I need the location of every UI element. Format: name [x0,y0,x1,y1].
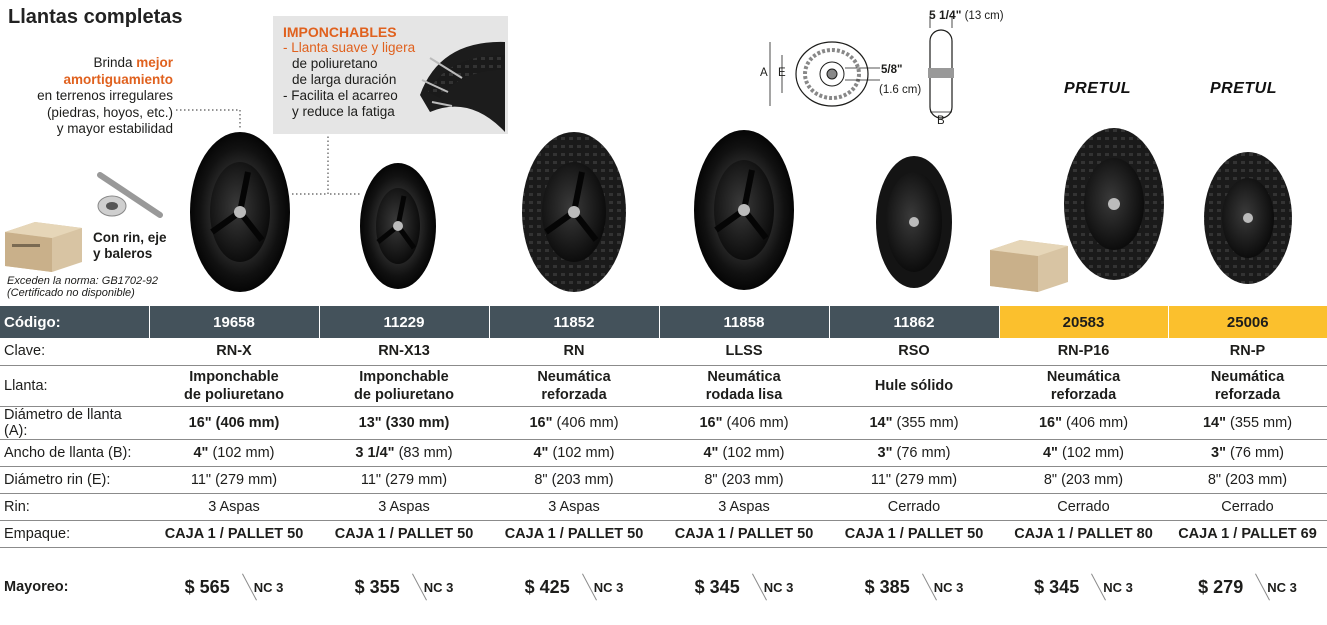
spec-table [0,306,1327,625]
callout-line: de larga duración [292,72,397,87]
tire-image-20583 [1064,128,1164,280]
callout-line: - Llanta suave y ligera [283,40,416,55]
axle-kit-image [98,175,160,216]
empaque-cell: CAJA 1 / PALLET 80 [999,520,1168,547]
callout-line: - Facilita el acarreo [283,88,398,103]
ancho-cell: 3" (76 mm) [829,439,999,466]
llanta-cell: Neumática reforzada [1168,365,1327,406]
rin-cell: Cerrado [829,493,999,520]
dimension-diagram [770,16,954,118]
ancho-cell: 4" (102 mm) [489,439,659,466]
row-label: Diámetro rin (E): [0,466,149,493]
norm-note [7,275,158,299]
rin-diam-cell: 8" (203 mm) [999,466,1168,493]
connector-line [176,110,240,128]
diametro-cell: 16" (406 mm) [149,406,319,439]
code-cell: 25006 [1168,306,1327,338]
empaque-cell: CAJA 1 / PALLET 50 [659,520,829,547]
rin-cell: Cerrado [1168,493,1327,520]
table-row-diametro [0,406,1327,439]
rin-diam-cell: 8" (203 mm) [1168,466,1327,493]
diametro-cell: 16" (406 mm) [999,406,1168,439]
tire-image-19658 [190,132,290,292]
clave-cell: RN-X [149,338,319,365]
rin-diam-cell: 8" (203 mm) [659,466,829,493]
price-cell [319,547,489,625]
rin-cell: 3 Aspas [489,493,659,520]
ancho-cell: 3 1/4" (83 mm) [319,439,489,466]
clave-cell: RN-P16 [999,338,1168,365]
table-row-rin [0,493,1327,520]
code-cell: 19658 [149,306,319,338]
tire-image-11229 [360,163,436,289]
price-value: $ 345 [1034,576,1080,597]
diametro-cell: 16" (406 mm) [489,406,659,439]
code-cell: 11862 [829,306,999,338]
table-row-ancho [0,439,1327,466]
benefit-line: y mayor estabilidad [56,121,173,136]
diagram-e-label: E [778,67,786,79]
empaque-cell: CAJA 1 / PALLET 50 [829,520,999,547]
benefit-line: en terrenos irregulares [37,88,173,103]
table-row-clave [0,338,1327,365]
rin-cell: Cerrado [999,493,1168,520]
llanta-cell: Imponchable de poliuretano [319,365,489,406]
llanta-cell: Neumática rodada lisa [659,365,829,406]
clave-cell: RSO [829,338,999,365]
price-cell [149,547,319,625]
rin-cell: 3 Aspas [659,493,829,520]
llanta-cell: Imponchable de poliuretano [149,365,319,406]
ancho-cell: 4" (102 mm) [999,439,1168,466]
tire-image-11858 [694,130,794,290]
llanta-cell: Hule sólido [829,365,999,406]
nc-badge: NC 3 [1267,579,1297,595]
rin-diam-cell: 11" (279 mm) [319,466,489,493]
row-label: Diámetro de llanta (A): [0,406,149,439]
code-cell: 11858 [659,306,829,338]
ancho-cell: 4" (102 mm) [659,439,829,466]
diagram-b-label: B [937,115,945,127]
nc-badge: NC 3 [933,579,964,595]
diametro-cell: 16" (406 mm) [659,406,829,439]
llanta-cell: Neumática reforzada [489,365,659,406]
kit-line: Con rin, eje [93,230,167,245]
row-label: Rin: [0,493,149,520]
table-row-llanta [0,365,1327,406]
row-label: Empaque: [0,520,149,547]
norm-line: (Certificado no disponible) [7,287,135,299]
diagram-width-label: 5 1/4" (13 cm) [929,8,1004,22]
clave-cell: RN-P [1168,338,1327,365]
brand-logo: PRETUL [1064,80,1131,97]
diametro-cell: 14" (355 mm) [1168,406,1327,439]
callout-line: de poliuretano [292,56,378,71]
diagram-a-label: A [760,67,768,79]
row-label: Ancho de llanta (B): [0,439,149,466]
callout-line: y reduce la fatiga [292,104,395,119]
kit-line: y baleros [93,246,153,261]
diametro-cell: 14" (355 mm) [829,406,999,439]
callout-heading: IMPONCHABLES [283,24,397,40]
nc-badge: NC 3 [763,579,794,595]
rin-diam-cell: 11" (279 mm) [149,466,319,493]
nc-badge: NC 3 [593,579,624,595]
clave-cell: LLSS [659,338,829,365]
price-cell [1168,547,1327,625]
price-cell [999,547,1168,625]
diagram-axle-cm-label: (1.6 cm) [879,84,922,96]
table-row-codigo [0,306,1327,338]
ancho-cell: 3" (76 mm) [1168,439,1327,466]
price-cell [659,547,829,625]
kit-label [93,230,167,262]
table-row-empaque [0,520,1327,547]
empaque-cell: CAJA 1 / PALLET 69 [1168,520,1327,547]
box-image [5,222,82,272]
benefit-highlight: mejor [136,55,173,70]
tire-image-11862 [876,156,952,288]
ancho-cell: 4" (102 mm) [149,439,319,466]
price-value: $ 345 [694,576,740,597]
diametro-cell: 13" (330 mm) [319,406,489,439]
nc-badge: NC 3 [423,579,454,595]
empaque-cell: CAJA 1 / PALLET 50 [149,520,319,547]
row-label: Mayoreo: [4,579,69,596]
llanta-cell: Neumática reforzada [999,365,1168,406]
table-row-mayoreo [0,547,1327,625]
tire-image-11852 [522,132,626,292]
price-value: $ 279 [1198,576,1244,597]
row-label: Código: [0,306,149,338]
rin-cell: 3 Aspas [319,493,489,520]
price-value: $ 355 [354,576,400,597]
benefit-line: Brinda [93,55,137,70]
clave-cell: RN-X13 [319,338,489,365]
diagram-axle-label: 5/8" [881,64,903,76]
brand-logo: PRETUL [1210,80,1277,97]
clave-cell: RN [489,338,659,365]
page-title: Llantas completas [8,6,183,28]
row-label: Clave: [0,338,149,365]
code-cell: 11229 [319,306,489,338]
price-value: $ 385 [864,576,910,597]
rin-diam-cell: 11" (279 mm) [829,466,999,493]
connector-line [292,134,328,194]
price-cell [489,547,659,625]
tire-image-25006 [1204,152,1292,284]
nc-badge: NC 3 [253,579,284,595]
benefit-highlight: amortiguamiento [63,71,173,87]
price-value: $ 425 [524,576,570,597]
code-cell: 20583 [999,306,1168,338]
price-value: $ 565 [184,576,230,597]
row-label: Llanta: [0,365,149,406]
norm-line: Exceden la norma: GB1702-92 [7,275,159,287]
table-row-rin-diametro [0,466,1327,493]
nc-badge: NC 3 [1103,579,1133,595]
rin-diam-cell: 8" (203 mm) [489,466,659,493]
box-image-pretul [990,240,1068,292]
empaque-cell: CAJA 1 / PALLET 50 [319,520,489,547]
empaque-cell: CAJA 1 / PALLET 50 [489,520,659,547]
price-cell [829,547,999,625]
rin-cell: 3 Aspas [149,493,319,520]
cutaway-tire-image [420,42,505,132]
benefit-line: (piedras, hoyos, etc.) [46,104,173,120]
product-illustrations [0,0,1327,306]
code-cell: 11852 [489,306,659,338]
